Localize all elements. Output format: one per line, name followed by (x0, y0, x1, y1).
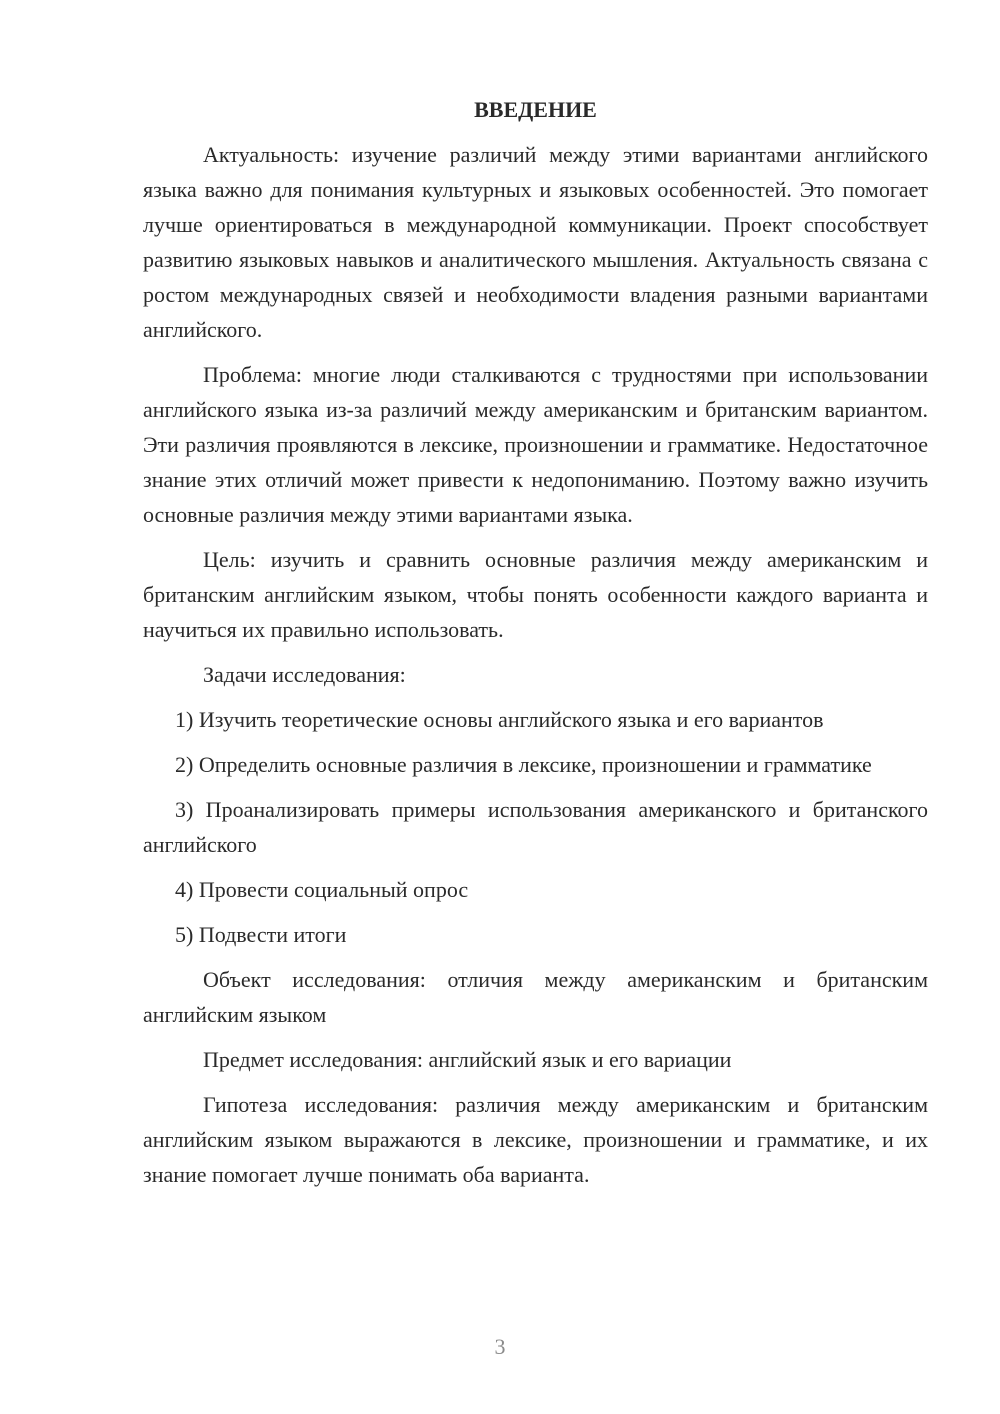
task-item-1: 1) Изучить теоретические основы английского языка и его вариантов (175, 707, 824, 732)
task-item-5: 5) Подвести итоги (175, 922, 347, 947)
task-item-2: 2) Определить основные различия в лексике, произношении и грамматике (175, 752, 872, 777)
task-item-3: 3) Проанализировать примеры использования американского и британского английского (143, 797, 928, 857)
tasks-heading: Задачи исследования: (203, 662, 406, 687)
goal-paragraph: Цель: изучить и сравнить основные различия между американским и британским английским языком, чтобы понять особенности каждого варианта и научиться их правильно использовать. (143, 547, 928, 642)
document-page (143, 92, 928, 1202)
task-item-4: 4) Провести социальный опрос (175, 877, 469, 902)
hypothesis-paragraph: Гипотеза исследования: различия между американским и британским английским языком выражаются в лексике, произношении и грамматике, и их знание помогает лучше понимать оба варианта. (143, 1092, 928, 1187)
section-title: ВВЕДЕНИЕ (474, 97, 597, 122)
subject-paragraph: Предмет исследования: английский язык и его вариации (203, 1047, 732, 1072)
page-number: 3 (494, 1334, 506, 1359)
relevance-paragraph: Актуальность: изучение различий между этими вариантами английского языка важно для понимания культурных и языковых особенностей. Это помогает лучше ориентироваться в международной коммуникации. Проект способствует развитию языковых навыков и аналитического мышления. Актуальность связана с ростом международных связей и необходимости владения разными вариантами английского. (143, 142, 928, 342)
problem-paragraph: Проблема: многие люди сталкиваются с трудностями при использовании английского языка из-за различий между американским и британским вариантом. Эти различия проявляются в лексике, произношении и грамматике. Недостаточное знание этих отличий может привести к недопониманию. Поэтому важно изучить основные различия между этими вариантами языка. (143, 362, 928, 527)
object-paragraph: Объект исследования: отличия между американским и британским английским языком (143, 967, 928, 1027)
